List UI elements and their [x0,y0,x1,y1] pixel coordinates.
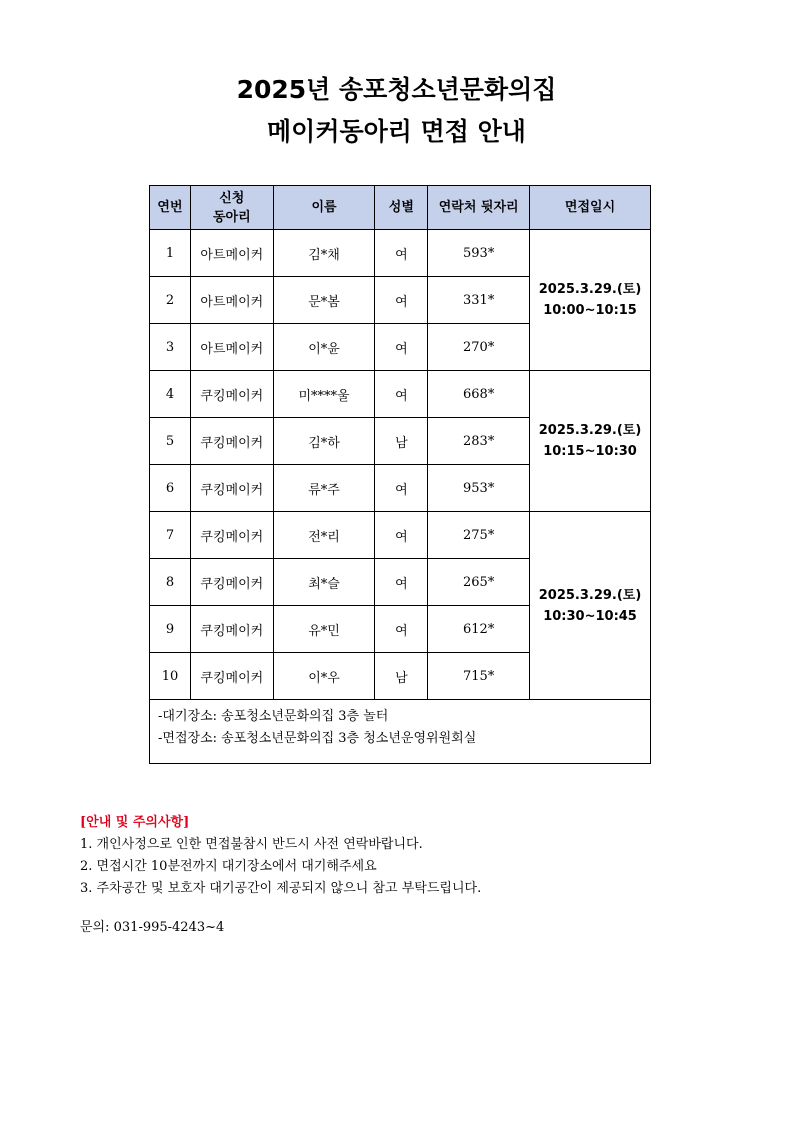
cell-gender: 여 [375,606,428,653]
cell-name: 최*슬 [273,559,375,606]
cell-phone: 953* [428,465,530,512]
cell-gender: 남 [375,418,428,465]
table-notes-row [150,700,651,764]
cell-name: 이*윤 [273,324,375,371]
cell-no: 8 [150,559,191,606]
cell-club: 쿠킹메이커 [190,606,273,653]
cell-phone: 270* [428,324,530,371]
slot-time: 10:00~10:15 [543,303,637,318]
header-club-line2: 동아리 [212,209,251,225]
cell-phone: 331* [428,277,530,324]
cell-gender: 여 [375,277,428,324]
interview-slot-3 [530,512,651,700]
cell-no: 6 [150,465,191,512]
table-header-row [150,186,651,230]
cell-gender: 여 [375,324,428,371]
slot-date: 2025.3.29.(토) [538,282,642,297]
header-phone: 연락처 뒷자리 [428,186,530,230]
slot-time: 10:30~10:45 [543,608,637,624]
cell-gender: 여 [375,371,428,418]
interview-schedule-table [149,185,651,764]
cell-name: 문*봄 [273,277,375,324]
cell-no: 4 [150,371,191,418]
cell-no: 3 [150,324,191,371]
contact-info: 문의: 031-995-4243~4 [80,920,225,935]
cell-name: 김*하 [273,418,375,465]
cell-no: 5 [150,418,191,465]
cell-name: 김*채 [273,230,375,277]
cell-no: 7 [150,512,191,559]
slot-date: 2025.3.29.(토) [538,423,642,438]
notice-item: 1. 개인사정으로 인한 면접불참시 반드시 사전 연락바랍니다. [80,837,423,852]
notice-section [80,812,760,900]
cell-no: 9 [150,606,191,653]
cell-gender: 여 [375,230,428,277]
page-title-line1: 2025년 송포청소년문화의집 [236,75,557,104]
cell-gender: 여 [375,512,428,559]
cell-gender: 여 [375,559,428,606]
cell-club: 쿠킹메이커 [190,371,273,418]
cell-club: 쿠킹메이커 [190,465,273,512]
cell-club: 쿠킹메이커 [190,559,273,606]
slot-time: 10:15~10:30 [543,444,637,459]
slot-date: 2025.3.29.(토) [538,587,642,603]
notice-item: 3. 주차공간 및 보호자 대기공간이 제공되지 않으니 참고 부탁드립니다. [80,881,482,896]
cell-no: 2 [150,277,191,324]
cell-name: 이*우 [273,653,375,700]
cell-club: 아트메이커 [190,277,273,324]
cell-gender: 여 [375,465,428,512]
header-no: 연번 [150,186,191,230]
interview-slot-2 [530,371,651,512]
waiting-place-note: -대기장소: 송포청소년문화의집 3층 놀터 [158,709,389,724]
cell-name: 유*민 [273,606,375,653]
cell-name: 전*리 [273,512,375,559]
cell-club: 아트메이커 [190,324,273,371]
notice-heading: [안내 및 주의사항] [80,815,190,830]
table-row [150,230,651,277]
cell-gender: 남 [375,653,428,700]
header-interview: 면접일시 [530,186,651,230]
cell-club: 아트메이커 [190,230,273,277]
header-name: 이름 [273,186,375,230]
table-row [150,371,651,418]
header-club-line1: 신청 [219,190,245,206]
cell-phone: 265* [428,559,530,606]
cell-phone: 612* [428,606,530,653]
cell-no: 10 [150,653,191,700]
cell-phone: 275* [428,512,530,559]
cell-name: 류*주 [273,465,375,512]
location-notes [150,700,651,764]
cell-phone: 668* [428,371,530,418]
cell-phone: 283* [428,418,530,465]
header-gender: 성별 [375,186,428,230]
cell-club: 쿠킹메이커 [190,418,273,465]
notice-item: 2. 면접시간 10분전까지 대기장소에서 대기해주세요 [80,859,377,874]
page-title-line2: 메이커동아리 면접 안내 [267,117,526,146]
cell-no: 1 [150,230,191,277]
interview-place-note: -면접장소: 송포청소년문화의집 3층 청소년운영위원회실 [158,731,477,746]
table-row [150,512,651,559]
cell-phone: 593* [428,230,530,277]
cell-name: 미****울 [273,371,375,418]
interview-slot-1 [530,230,651,371]
header-club [190,186,273,230]
cell-club: 쿠킹메이커 [190,512,273,559]
cell-club: 쿠킹메이커 [190,653,273,700]
cell-phone: 715* [428,653,530,700]
